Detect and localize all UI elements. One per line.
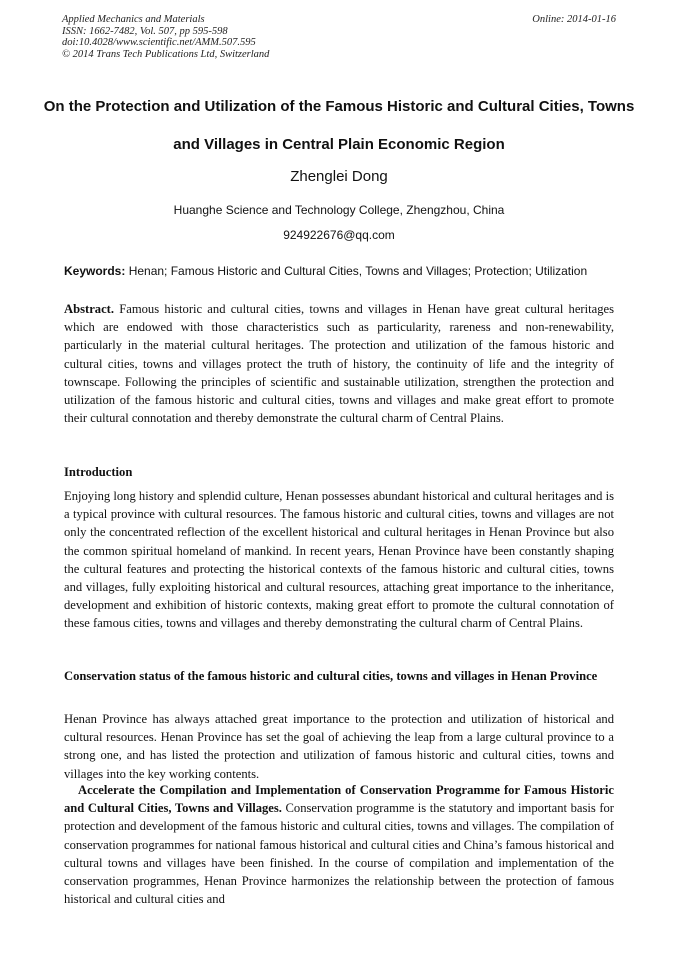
introduction-paragraph: Enjoying long history and splendid culture, Henan possesses abundant historical and cultural heritages and is a typical province with cultural resources. The famous historic and cultural cities, towns and villages are not only the concentrated reflection of the excellent historical and cultural heritages in Henan Province but also the common spiritual homeland of mankind. In recent years, Henan Province have been constantly shaping the cultural features and protecting the historical contexts of the famous historic and cultural cities, towns and villages, fully exploiting historical and cultural resources, attaching great importance to the inheritance, development and exhibition of historic contexts, making great effort to promote the cultural connotation of these famous cities, towns and villages and thereby demonstrating the cultural charm of Central Plains. [64,489,614,631]
abstract-label: Abstract. [64,302,115,316]
keywords-text: Henan; Famous Historic and Cultural Cities, Towns and Villages; Protection; Utilization [125,264,588,278]
online-date: Online: 2014-01-16 [532,14,616,25]
author-name: Zhenglei Dong [290,168,388,185]
keywords [64,264,614,279]
abstract-text: Famous historic and cultural cities, towns and villages in Henan have great cultural heritages which are endowed with those characteristics such as particularity, rareness and non-renewability, particularly in the material cultural heritages. The protection and utilization of the famous historic and cultural cities, towns and villages protect the truth of history, the continuity of life and the integrity of townscape. Following the principles of scientific and sustainable utilization, strengthen the protection and utilization of the famous historic and cultural cities, towns and villages and make great effort to promote their cultural connotation and thereby demonstrate the cultural charm of Central Plains. [64,302,614,426]
author-email[interactable]: 924922676@qq.com [283,228,395,242]
subsection-heading-compilation: Accelerate the Compilation and Implementation of Conservation Programme for Famous Historic and Cultural Cities, Towns and Villages. [64,783,614,816]
paper-title: On the Protection and Utilization of the Famous Historic and Cultural Cities, Towns and Villages in Central Plain Economic Region [43,98,635,153]
section-heading-introduction: Introduction [64,465,133,479]
journal-metadata [62,14,269,60]
conservation-paragraph-2 [64,781,614,908]
conservation-paragraph-2-text: Conservation programme is the statutory and important basis for protection and development of the famous historic and cultural cities, towns and villages. The compilation of conservation programmes for national famous historical and cultural cities and China’s famous historical and cultural towns and villages have been finished. In the course of compilation and implementation of the conservation programmes, Henan Province harmonizes the relationship between the protection of famous historical and cultural cities and [64,801,615,907]
abstract [64,300,614,427]
journal-name: Applied Mechanics and Materials [62,14,205,25]
affiliation: Huanghe Science and Technology College, Zhengzhou, China [173,203,505,217]
issn: ISSN: 1662-7482, Vol. 507, pp 595-598 [62,25,228,37]
doi[interactable]: doi:10.4028/www.scientific.net/AMM.507.595 [62,37,256,48]
conservation-paragraph-1: Henan Province has always attached great importance to the protection and utilization of historical and cultural resources. Henan Province has set the goal of achieving the leap from a large cultural province to a strong one, and has listed the protection and utilization of famous historic and cultural cities, towns and villages into the key working contents. [64,712,614,781]
section-heading-conservation: Conservation status of the famous historic and cultural cities, towns and villages in Henan Province [64,669,598,683]
copyright: © 2014 Trans Tech Publications Ltd, Switzerland [62,48,270,60]
keywords-label: Keywords: [64,264,126,278]
